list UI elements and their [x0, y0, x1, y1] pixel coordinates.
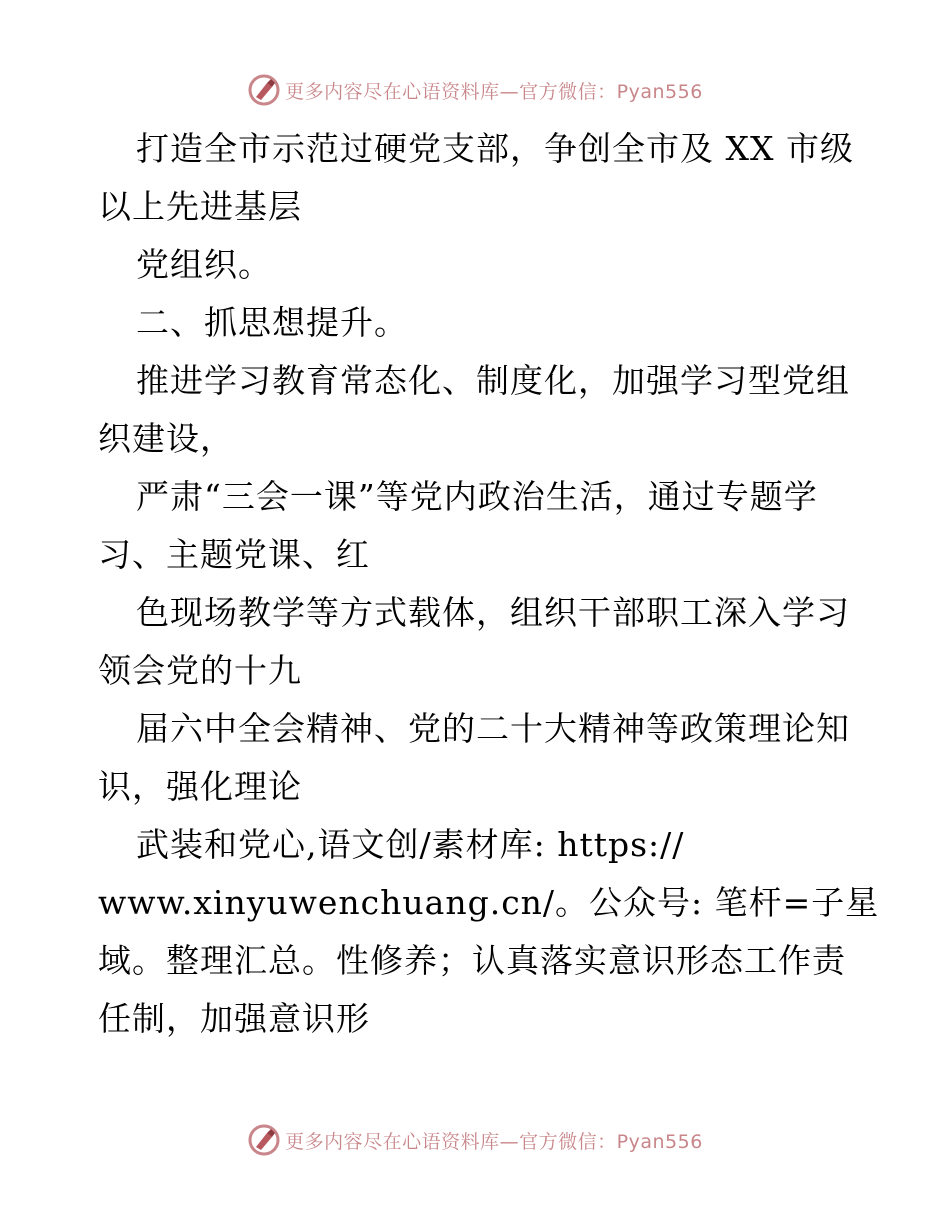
- header-watermark: [0, 70, 950, 110]
- text-line: 色现场教学等方式载体，组织干部职工深入学习: [136, 593, 850, 632]
- text-line: 二、抓思想提升。: [136, 303, 408, 342]
- pen-nib-logo-icon: [247, 73, 281, 107]
- text-line: 任制，加强意识形: [98, 999, 370, 1038]
- footer-watermark: [0, 1120, 950, 1160]
- text-line: 域。整理汇总。性修养；认真落实意识形态工作责: [98, 941, 846, 980]
- document-body: [98, 120, 880, 1048]
- watermark-text: 更多内容尽在心语资料库—官方微信：Pyan556: [285, 1130, 703, 1153]
- text-line: 织建设，: [98, 419, 234, 458]
- text-line: 打造全市示范过硬党支部，争创全市及 XX 市级: [136, 129, 854, 168]
- pen-nib-logo-icon: [247, 1123, 281, 1157]
- text-line: 推进学习教育常态化、制度化，加强学习型党组: [136, 361, 850, 400]
- text-line: 以上先进基层: [98, 187, 302, 226]
- text-line: 严肃“三会一课”等党内政治生活，通过专题学: [136, 477, 818, 516]
- watermark-text: 更多内容尽在心语资料库—官方微信：Pyan556: [285, 80, 703, 103]
- text-line: 届六中全会精神、党的二十大精神等政策理论知: [136, 709, 850, 748]
- text-line: www.xinyuwenchuang.cn/。公众号: 笔杆=子星: [98, 883, 880, 922]
- text-line: 党组织。: [136, 245, 272, 284]
- text-line: 识，强化理论: [98, 767, 302, 806]
- text-line: 武装和党心,语文创/素材库: https://: [136, 825, 685, 864]
- text-line: 领会党的十九: [98, 651, 302, 690]
- text-line: 习、主题党课、红: [98, 535, 370, 574]
